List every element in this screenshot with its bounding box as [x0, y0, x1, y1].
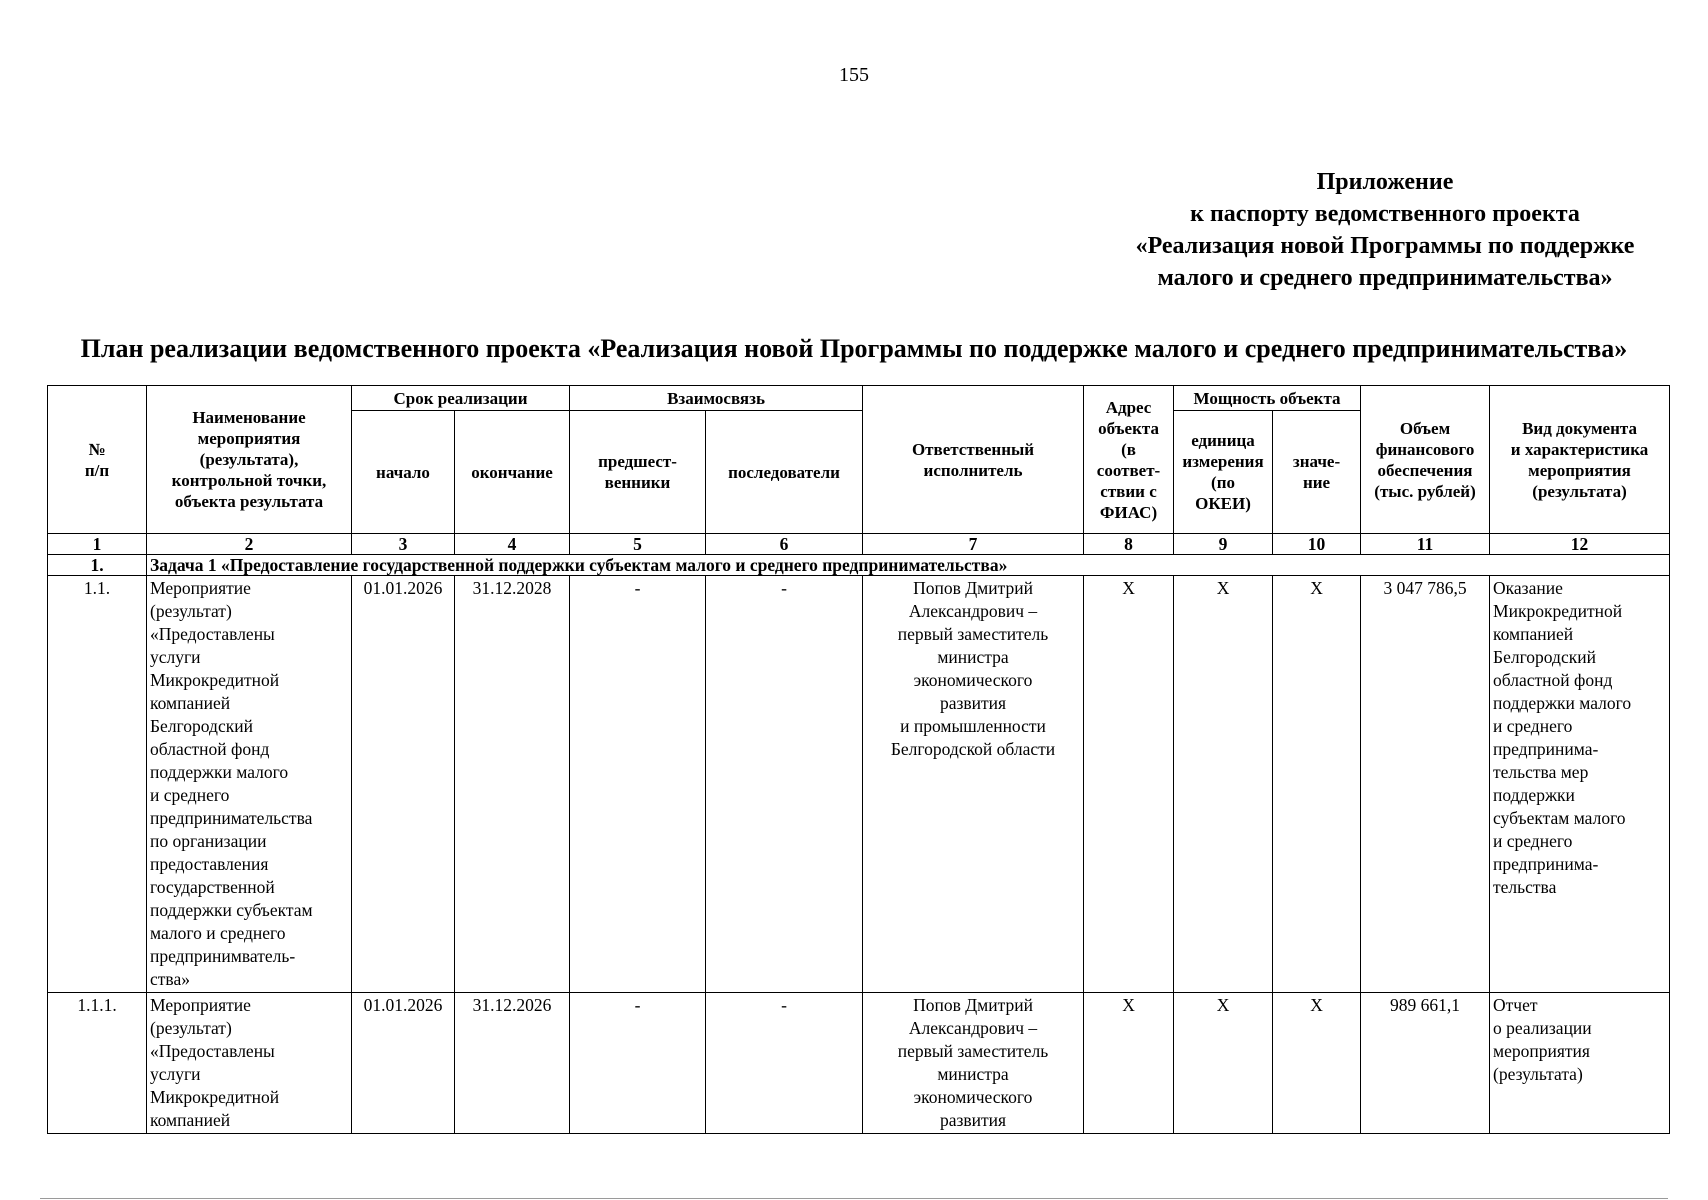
column-number: 12: [1490, 534, 1670, 555]
task-title: Задача 1 «Предоставление государственной поддержки субъектам малого и среднего предпринимательства»: [147, 555, 1670, 576]
header-responsible: Ответственный исполнитель: [863, 386, 1084, 534]
header-capacity: Мощность объекта: [1174, 386, 1361, 411]
header-row-1: [48, 386, 1670, 411]
column-number: 3: [352, 534, 455, 555]
column-number: 11: [1361, 534, 1490, 555]
header-value: значе- ние: [1273, 411, 1361, 534]
row-predecessors: -: [570, 576, 706, 993]
header-address: Адрес объекта (в соответ- ствии с ФИАС): [1084, 386, 1174, 534]
header-start: начало: [352, 411, 455, 534]
header-financing: Объем финансового обеспечения (тыс. рублей): [1361, 386, 1490, 534]
column-number: 5: [570, 534, 706, 555]
row-successors: -: [706, 993, 863, 1134]
row-start: 01.01.2026: [352, 993, 455, 1134]
task-num: 1.: [48, 555, 147, 576]
column-number: 10: [1273, 534, 1361, 555]
row-name: Мероприятие (результат) «Предоставлены услуги Микрокредитной компанией Белгородский областной фонд поддержки малого и среднего предпринимательства по организации предоставления государственной поддержки субъектам малого и среднего предпринимватель- ства»: [147, 576, 352, 993]
row-doc-type: Отчет о реализации мероприятия (результата): [1490, 993, 1670, 1134]
header-successors: последователи: [706, 411, 863, 534]
row-name: Мероприятие (результат) «Предоставлены услуги Микрокредитной компанией: [147, 993, 352, 1134]
plan-table: [47, 385, 1670, 1134]
row-unit: X: [1174, 576, 1273, 993]
appendix-block: [1060, 166, 1708, 294]
header-unit: единица измерения (по ОКЕИ): [1174, 411, 1273, 534]
appendix-line-2: к паспорту ведомственного проекта: [1190, 201, 1580, 227]
column-number: 4: [455, 534, 570, 555]
row-address: X: [1084, 993, 1174, 1134]
page-number: 155: [839, 64, 869, 86]
header-name: Наименование мероприятия (результата), контрольной точки, объекта результата: [147, 386, 352, 534]
column-number: 8: [1084, 534, 1174, 555]
appendix-line-1: Приложение: [1316, 169, 1454, 195]
column-number: 7: [863, 534, 1084, 555]
row-financing: 989 661,1: [1361, 993, 1490, 1134]
table-row: [48, 576, 1670, 993]
bottom-rule: [40, 1198, 1668, 1199]
header-num: № п/п: [48, 386, 147, 534]
header-period: Срок реализации: [352, 386, 570, 411]
table-row: [48, 993, 1670, 1134]
row-value: X: [1273, 993, 1361, 1134]
row-financing: 3 047 786,5: [1361, 576, 1490, 993]
task-row: [48, 555, 1670, 576]
header-predecessors: предшест- венники: [570, 411, 706, 534]
row-num: 1.1.: [48, 576, 147, 993]
header-doc-type: Вид документа и характеристика мероприятия (результата): [1490, 386, 1670, 534]
column-number: 2: [147, 534, 352, 555]
row-num: 1.1.1.: [48, 993, 147, 1134]
row-doc-type: Оказание Микрокредитной компанией Белгородский областной фонд поддержки малого и среднего предпринима- тельства мер поддержки субъектам малого и среднего предпринима- тельства: [1490, 576, 1670, 993]
plan-title: План реализации ведомственного проекта «Реализация новой Программы по поддержке малого и среднего предпринимательства»: [80, 334, 1628, 363]
row-unit: X: [1174, 993, 1273, 1134]
column-number: 1: [48, 534, 147, 555]
row-start: 01.01.2026: [352, 576, 455, 993]
header-link: Взаимосвязь: [570, 386, 863, 411]
row-responsible: Попов Дмитрий Александрович – первый заместитель министра экономического развития и промышленности Белгородской области: [863, 576, 1084, 993]
row-value: X: [1273, 576, 1361, 993]
row-predecessors: -: [570, 993, 706, 1134]
column-number-row: [48, 534, 1670, 555]
row-end: 31.12.2028: [455, 576, 570, 993]
row-address: X: [1084, 576, 1174, 993]
row-end: 31.12.2026: [455, 993, 570, 1134]
appendix-line-3: «Реализация новой Программы по поддержке: [1135, 233, 1635, 259]
column-number: 9: [1174, 534, 1273, 555]
appendix-line-4: малого и среднего предпринимательства»: [1157, 265, 1613, 291]
column-number: 6: [706, 534, 863, 555]
row-responsible: Попов Дмитрий Александрович – первый заместитель министра экономического развития: [863, 993, 1084, 1134]
row-successors: -: [706, 576, 863, 993]
header-end: окончание: [455, 411, 570, 534]
